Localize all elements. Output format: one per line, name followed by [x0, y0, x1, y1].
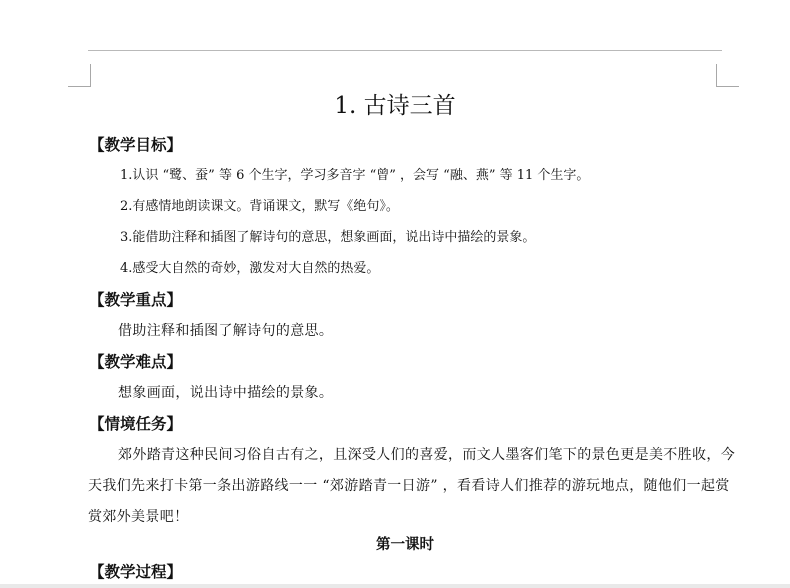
objective-item-2: 2.有感情地朗读课文。背诵课文，默写《绝句》。 — [120, 199, 399, 214]
margin-corner-right — [716, 64, 739, 87]
scenario-heading: 【情境任务】 — [89, 414, 183, 433]
difficulties-heading: 【教学难点】 — [89, 352, 183, 371]
scenario-line-2: 天我们先来打卡第一条出游路线一一 “郊游踏青一日游” ，看看诗人们推荐的游玩地点，随他们一起赏 — [88, 478, 730, 494]
lesson-subtitle: 第一课时 — [376, 536, 434, 553]
key-points-text: 借助注释和插图了解诗句的意思。 — [118, 323, 334, 339]
key-points-heading: 【教学重点】 — [89, 290, 183, 309]
process-heading: 【教学过程】 — [89, 562, 183, 581]
scenario-line-3: 赏郊外美景吧！ — [88, 509, 189, 525]
objective-item-3: 3.能借助注释和插图了解诗句的意思，想象画面，说出诗中描绘的景象。 — [120, 230, 536, 245]
margin-corner-left — [68, 64, 91, 87]
window-bottom-edge — [0, 584, 790, 588]
page-top-border — [88, 50, 722, 51]
scenario-line-1: 郊外踏青这种民间习俗自古有之，且深受人们的喜爱，而文人墨客们笔下的景色更是美不胜收，今 — [118, 447, 736, 463]
objective-item-4: 4.感受大自然的奇妙，激发对大自然的热爱。 — [120, 261, 380, 276]
difficulties-text: 想象画面，说出诗中描绘的景象。 — [118, 385, 334, 401]
objectives-heading: 【教学目标】 — [89, 135, 183, 154]
document-title: 1. 古诗三首 — [334, 93, 456, 119]
objective-item-1: 1.认识 “鹭、蚕” 等 6 个生字，学习多音字 “曾” ，会写 “融、燕” 等 11 个生字。 — [120, 168, 590, 183]
